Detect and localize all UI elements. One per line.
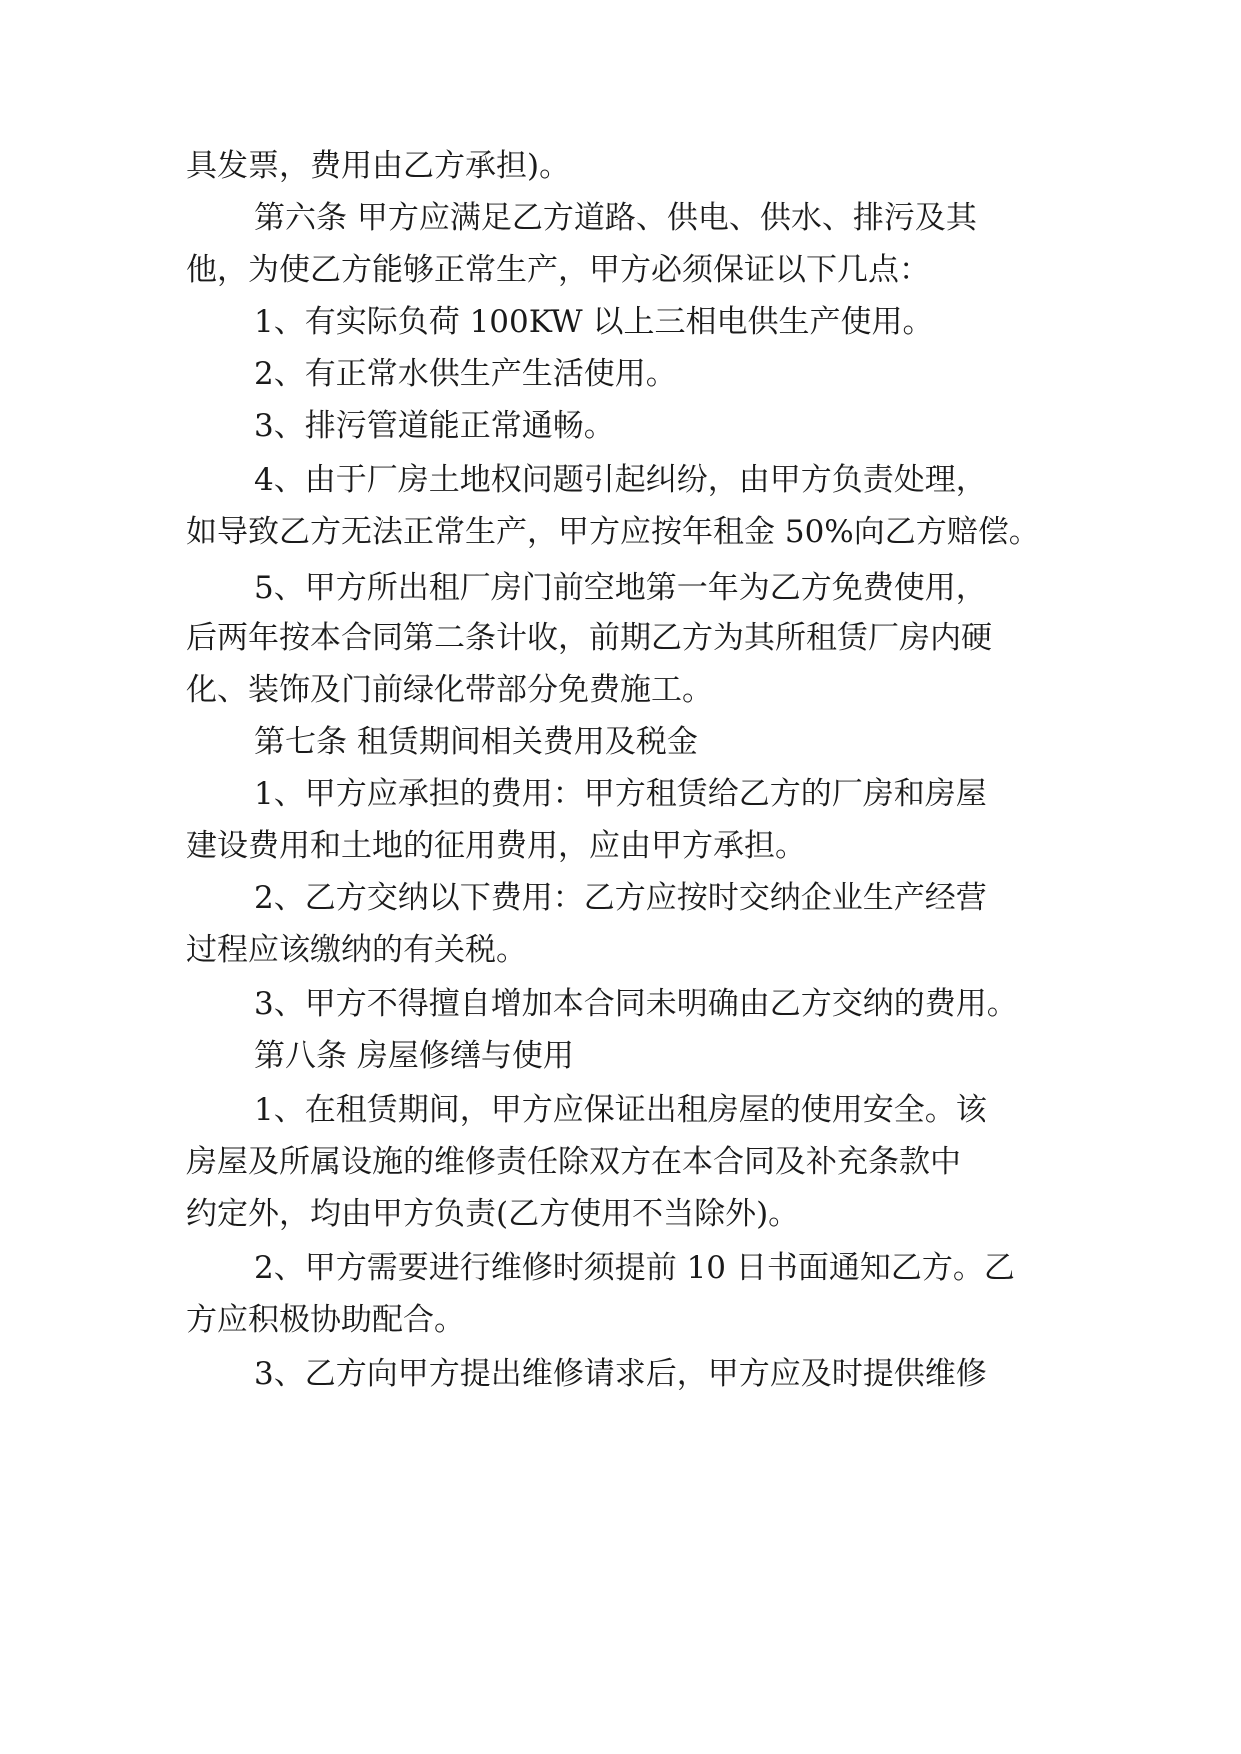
text-line: 过程应该缴纳的有关税。 [186, 932, 527, 968]
text-line: 约定外，均由甲方负责(乙方使用不当除外)。 [186, 1196, 800, 1232]
list-item: 1、甲方应承担的费用：甲方租赁给乙方的厂房和房屋 [254, 776, 987, 812]
list-item: 4、由于厂房土地权问题引起纠纷，由甲方负责处理， [254, 462, 987, 498]
text-line: 如导致乙方无法正常生产，甲方应按年租金 50%向乙方赔偿。 [186, 514, 1040, 550]
text-line: 化、装饰及门前绿化带部分免费施工。 [186, 672, 713, 708]
text-line: 方应积极协助配合。 [186, 1302, 465, 1338]
list-item: 3、甲方不得擅自增加本合同未明确由乙方交纳的费用。 [254, 986, 1018, 1022]
text-line: 房屋及所属设施的维修责任除双方在本合同及补充条款中 [186, 1144, 961, 1180]
list-item: 5、甲方所出租厂房门前空地第一年为乙方免费使用， [254, 570, 987, 606]
text-line: 建设费用和土地的征用费用，应由甲方承担。 [186, 828, 806, 864]
article-heading: 第七条 租赁期间相关费用及税金 [254, 724, 698, 760]
list-item: 2、乙方交纳以下费用：乙方应按时交纳企业生产经营 [254, 880, 987, 916]
list-item: 1、有实际负荷 100KW 以上三相电供生产使用。 [254, 304, 934, 340]
list-item: 3、排污管道能正常通畅。 [254, 408, 615, 444]
list-item: 2、甲方需要进行维修时须提前 10 日书面通知乙方。乙 [254, 1250, 1015, 1286]
article-heading: 第八条 房屋修缮与使用 [254, 1038, 574, 1074]
list-item: 1、在租赁期间，甲方应保证出租房屋的使用安全。该 [254, 1092, 987, 1128]
text-line: 他，为使乙方能够正常生产，甲方必须保证以下几点： [186, 252, 930, 288]
text-line: 后两年按本合同第二条计收，前期乙方为其所租赁厂房内硬 [186, 620, 992, 656]
list-item: 3、乙方向甲方提出维修请求后，甲方应及时提供维修 [254, 1356, 987, 1392]
text-line: 具发票，费用由乙方承担)。 [186, 148, 571, 184]
list-item: 2、有正常水供生产生活使用。 [254, 356, 677, 392]
article-heading: 第六条 甲方应满足乙方道路、供电、供水、排污及其 [254, 200, 977, 236]
